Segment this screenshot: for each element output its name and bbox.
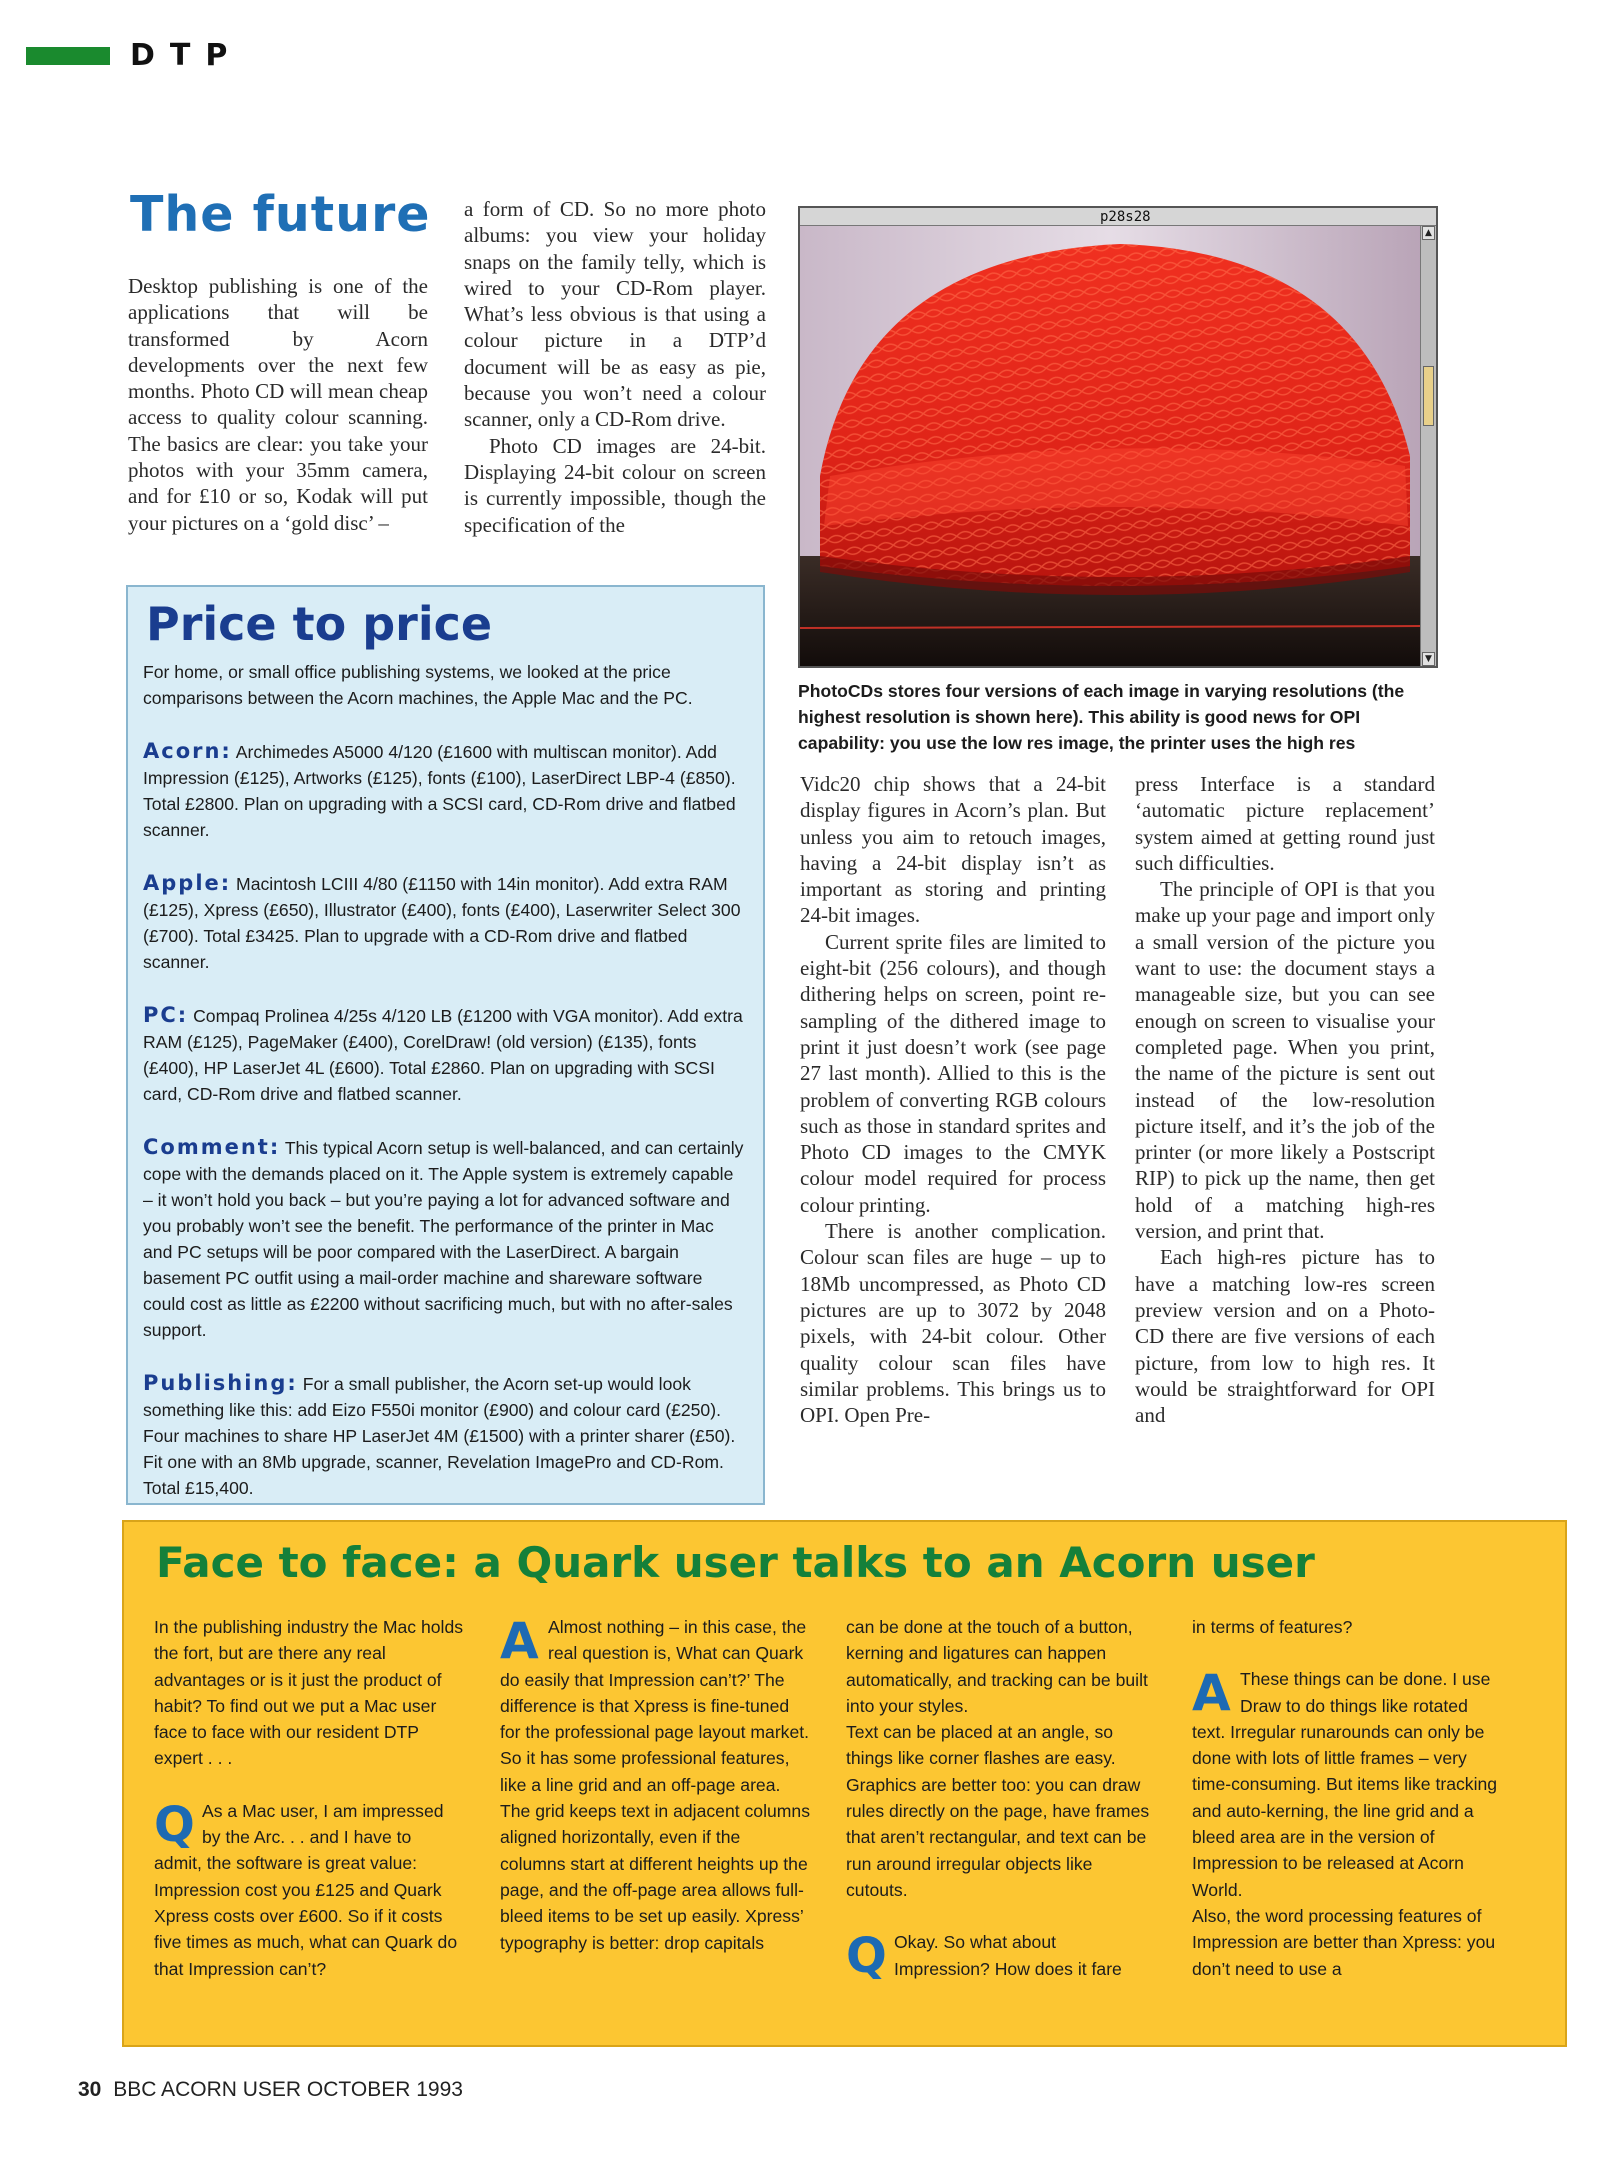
window-title: p28s28 <box>1100 209 1151 225</box>
answer-1-continued: The grid keeps text in adjacent columns aligned horizontally, even if the columns start at different heights up the page, and the off-page area allows full-bleed items to be set up easily. Xpress’ typography is better: drop capitals <box>500 1801 811 1953</box>
red-hat-image <box>800 226 1422 666</box>
question-marker: Q <box>846 1928 887 1985</box>
answer-2-continued: Also, the word processing features of Impression are better than Xpress: you don’t need to use a <box>1192 1905 1496 1979</box>
article-column-4 <box>1135 771 1435 1428</box>
interview-column-2 <box>500 1614 810 1956</box>
face-to-face-box <box>122 1520 1567 2047</box>
interview-column-3 <box>846 1614 1156 1985</box>
question-marker: Q <box>154 1796 195 1853</box>
paragraph: Each high-res picture has to have a matching low-res screen preview version and on a Photo-CD there are five versions of each picture, from low to high res. It would be straightforward for OPI and <box>1135 1245 1435 1428</box>
answer-text: Almost nothing – in this case, the real question is, What can Quark do easily that Impression can’t?’ The difference is that Xpress is fine-tuned for the professional page layout market. So it has some professional features, like a line grid and an off-page area. <box>500 1617 810 1795</box>
question-1 <box>154 1798 464 1982</box>
red-hat-photo <box>800 226 1422 666</box>
question-2 <box>846 1928 1156 1985</box>
entry-text: Compaq Prolinea 4/25s 4/120 LB (£1200 with VGA monitor). Add extra RAM (£125), PageMaker (£400), CorelDraw! (old version) (£135), fonts (£400), HP LaserJet 4L (£600). Total £2860. Plan on upgrading with SCSI card, CD-Rom drive and flatbed scanner. <box>143 1006 743 1104</box>
paragraph: The principle of OPI is that you make up your page and import only a small version of the picture you want to use: the document stays a manageable size, but you can see enough on screen to visualise your completed page. When you print, the name of the picture is sent out instead of the low-resolution picture itself, and it’s the job of the printer (or more likely a Postscript RIP) to pick up the name, then get hold of a matching high-res version, and print that. <box>1135 877 1435 1244</box>
article-column-1 <box>128 273 428 536</box>
price-intro: For home, or small office publishing systems, we looked at the price comparisons between the Acorn machines, the Apple Mac and the PC. <box>143 662 693 708</box>
vertical-scrollbar[interactable] <box>1420 226 1436 666</box>
question-text: Okay. So what about Impression? How does it fare <box>894 1932 1122 1979</box>
answer-marker: A <box>1192 1664 1231 1723</box>
answer-2 <box>1192 1666 1502 1903</box>
photo-caption: PhotoCDs stores four versions of each image in varying resolutions (the highest resolution is shown here). This ability is good news for OPI capability: you use the low res image, the printer uses the high res <box>798 681 1405 753</box>
paragraph: a form of CD. So no more photo albums: you view your holiday snaps on the family telly, which is wired to your CD-Rom player. What’s less obvious is that using a colour picture in a DTP’d document will be as easy as pie, because you won’t need a colour scanner, only a CD-Rom drive. <box>464 197 766 432</box>
price-entry-apple <box>143 870 748 975</box>
article-column-2 <box>464 196 766 538</box>
price-entry-publishing <box>143 1370 748 1501</box>
price-entry-acorn <box>143 738 748 843</box>
scroll-up-icon[interactable]: ▲ <box>1422 226 1435 240</box>
interview-column-1 <box>154 1614 464 1982</box>
entry-label: Apple: <box>143 871 232 895</box>
interview-column-4 <box>1192 1614 1502 1982</box>
interview-intro: In the publishing industry the Mac holds the fort, but are there any real advantages or is it just the product of habit? To find out we put a Mac user face to face with our resident DTP expert . . . <box>154 1617 464 1769</box>
page-footer <box>78 2078 463 2102</box>
answer-text: These things can be done. I use Draw to do things like rotated text. Irregular runarounds can only be done with lots of little frames – very time-consuming. But items like tracking and auto-kerning, the line grid and a bleed area are in the version of Impression to be released at Acorn World. <box>1192 1669 1498 1900</box>
publication-info: BBC ACORN USER OCTOBER 1993 <box>113 2078 463 2101</box>
price-entry-pc <box>143 1002 748 1107</box>
photo-cd-window[interactable] <box>798 206 1438 668</box>
answer-1 <box>500 1614 810 1798</box>
answer-1-continued: can be done at the touch of a button, kerning and ligatures can happen automatically, and tracking can be built into your styles. <box>846 1617 1148 1716</box>
price-entry-comment <box>143 1134 748 1343</box>
paragraph: Photo CD images are 24-bit. Displaying 24-bit colour on screen is currently impossible, though the specification of the <box>464 433 766 537</box>
face-box-title: Face to face: a Quark user talks to an Acorn user <box>156 1538 1315 1587</box>
page-number: 30 <box>78 2078 102 2101</box>
scroll-thumb[interactable] <box>1423 366 1434 426</box>
paragraph: There is another complication. Colour scan files are huge – up to 18Mb uncompressed, as Photo CD pictures are up to 3072 by 2048 pixels, with 24-bit colour. Other quality colour scan files have similar problems. This brings us to OPI. Open Pre- <box>800 1219 1106 1428</box>
entry-text: Archimedes A5000 4/120 (£1600 with multiscan monitor). Add Impression (£125), Artworks (£125), fonts (£100), LaserDirect LBP-4 (£850). Total £2800. Plan on upgrading with a SCSI card, CD-Rom drive and flatbed scanner. <box>143 742 736 840</box>
entry-text: This typical Acorn setup is well-balanced, and can certainly cope with the demands placed on it. The Apple system is extremely capable – it won’t hold you back – but you’re paying a lot for advanced software and you probably won’t see the benefit. The performance of the printer in Mac and PC setups will be poor compared with the LaserDirect. A bargain basement PC outfit using a mail-order machine and shareware software could cost as little as £2200 without sacrificing much, but with no after-sales support. <box>143 1138 744 1340</box>
answer-1-continued: Graphics are better too: you can draw rules directly on the page, have frames that aren’t rectangular, and text can be run around irregular objects like cutouts. <box>846 1774 1150 1900</box>
answer-marker: A <box>500 1612 539 1670</box>
entry-text: Macintosh LCIII 4/80 (£1150 with 14in monitor). Add extra RAM (£125), Xpress (£650), Illustrator (£400), fonts (£400), Laserwriter Select 300 (£700). Total £3425. Plan to upgrade with a CD-Rom drive and flatbed scanner. <box>143 874 741 972</box>
question-2-continued: in terms of features? <box>1192 1617 1353 1637</box>
price-box-title: Price to price <box>146 597 493 651</box>
article-column-3 <box>800 771 1106 1428</box>
paragraph: Vidc20 chip shows that a 24-bit display figures in Acorn’s plan. But unless you aim to retouch images, having a 24-bit display isn’t as important as storing and printing 24-bit images. <box>800 772 1106 928</box>
paragraph: Current sprite files are limited to eight-bit (256 colours), and though dithering helps on screen, point re-sampling of the dithered image to print it just doesn’t work (see page 27 last month). Allied to this is the problem of converting RGB colours such as those in standard sprites and Photo CD images to the CMYK colour model required for process colour printing. <box>800 929 1106 1217</box>
entry-label: Publishing: <box>143 1371 298 1395</box>
question-text: As a Mac user, I am impressed by the Arc. . . and I have to admit, the software is great value: Impression cost you £125 and Quark Xpress costs over £600. So if it costs five times as much, what can Quark do that Impression can’t? <box>154 1800 458 1979</box>
scroll-down-icon[interactable]: ▼ <box>1422 652 1435 666</box>
paragraph: press Interface is a standard ‘automatic picture replacement’ system aimed at getting round just such difficulties. <box>1135 772 1435 875</box>
window-title-bar[interactable] <box>800 208 1436 226</box>
entry-label: Comment: <box>143 1135 281 1159</box>
paragraph: Desktop publishing is one of the applications that will be transformed by Acorn developments over the next few months. Photo CD will mean cheap access to quality colour scanning. The basics are clear: you take your photos with your 35mm camera, and for £10 or so, Kodak will put your pictures on a ‘gold disc’ – <box>128 274 428 535</box>
section-color-bar <box>26 47 110 65</box>
price-box-content <box>143 659 748 1528</box>
price-to-price-box <box>126 585 765 1505</box>
article-title: The future <box>130 186 431 243</box>
entry-label: Acorn: <box>143 739 232 763</box>
entry-label: PC: <box>143 1003 189 1027</box>
entry-text: For a small publisher, the Acorn set-up would look something like this: add Eizo F550i monitor (£900) and colour card (£250). Four machines to share HP LaserJet 4M (£1500) with a printer sharer (£50). Fit one with an 8Mb upgrade, scanner, Revelation ImagePro and CD-Rom. Total £15,400. <box>143 1374 736 1498</box>
answer-1-continued: Text can be placed at an angle, so things like corner flashes are easy. <box>846 1722 1116 1769</box>
section-label: DTP <box>130 38 243 73</box>
